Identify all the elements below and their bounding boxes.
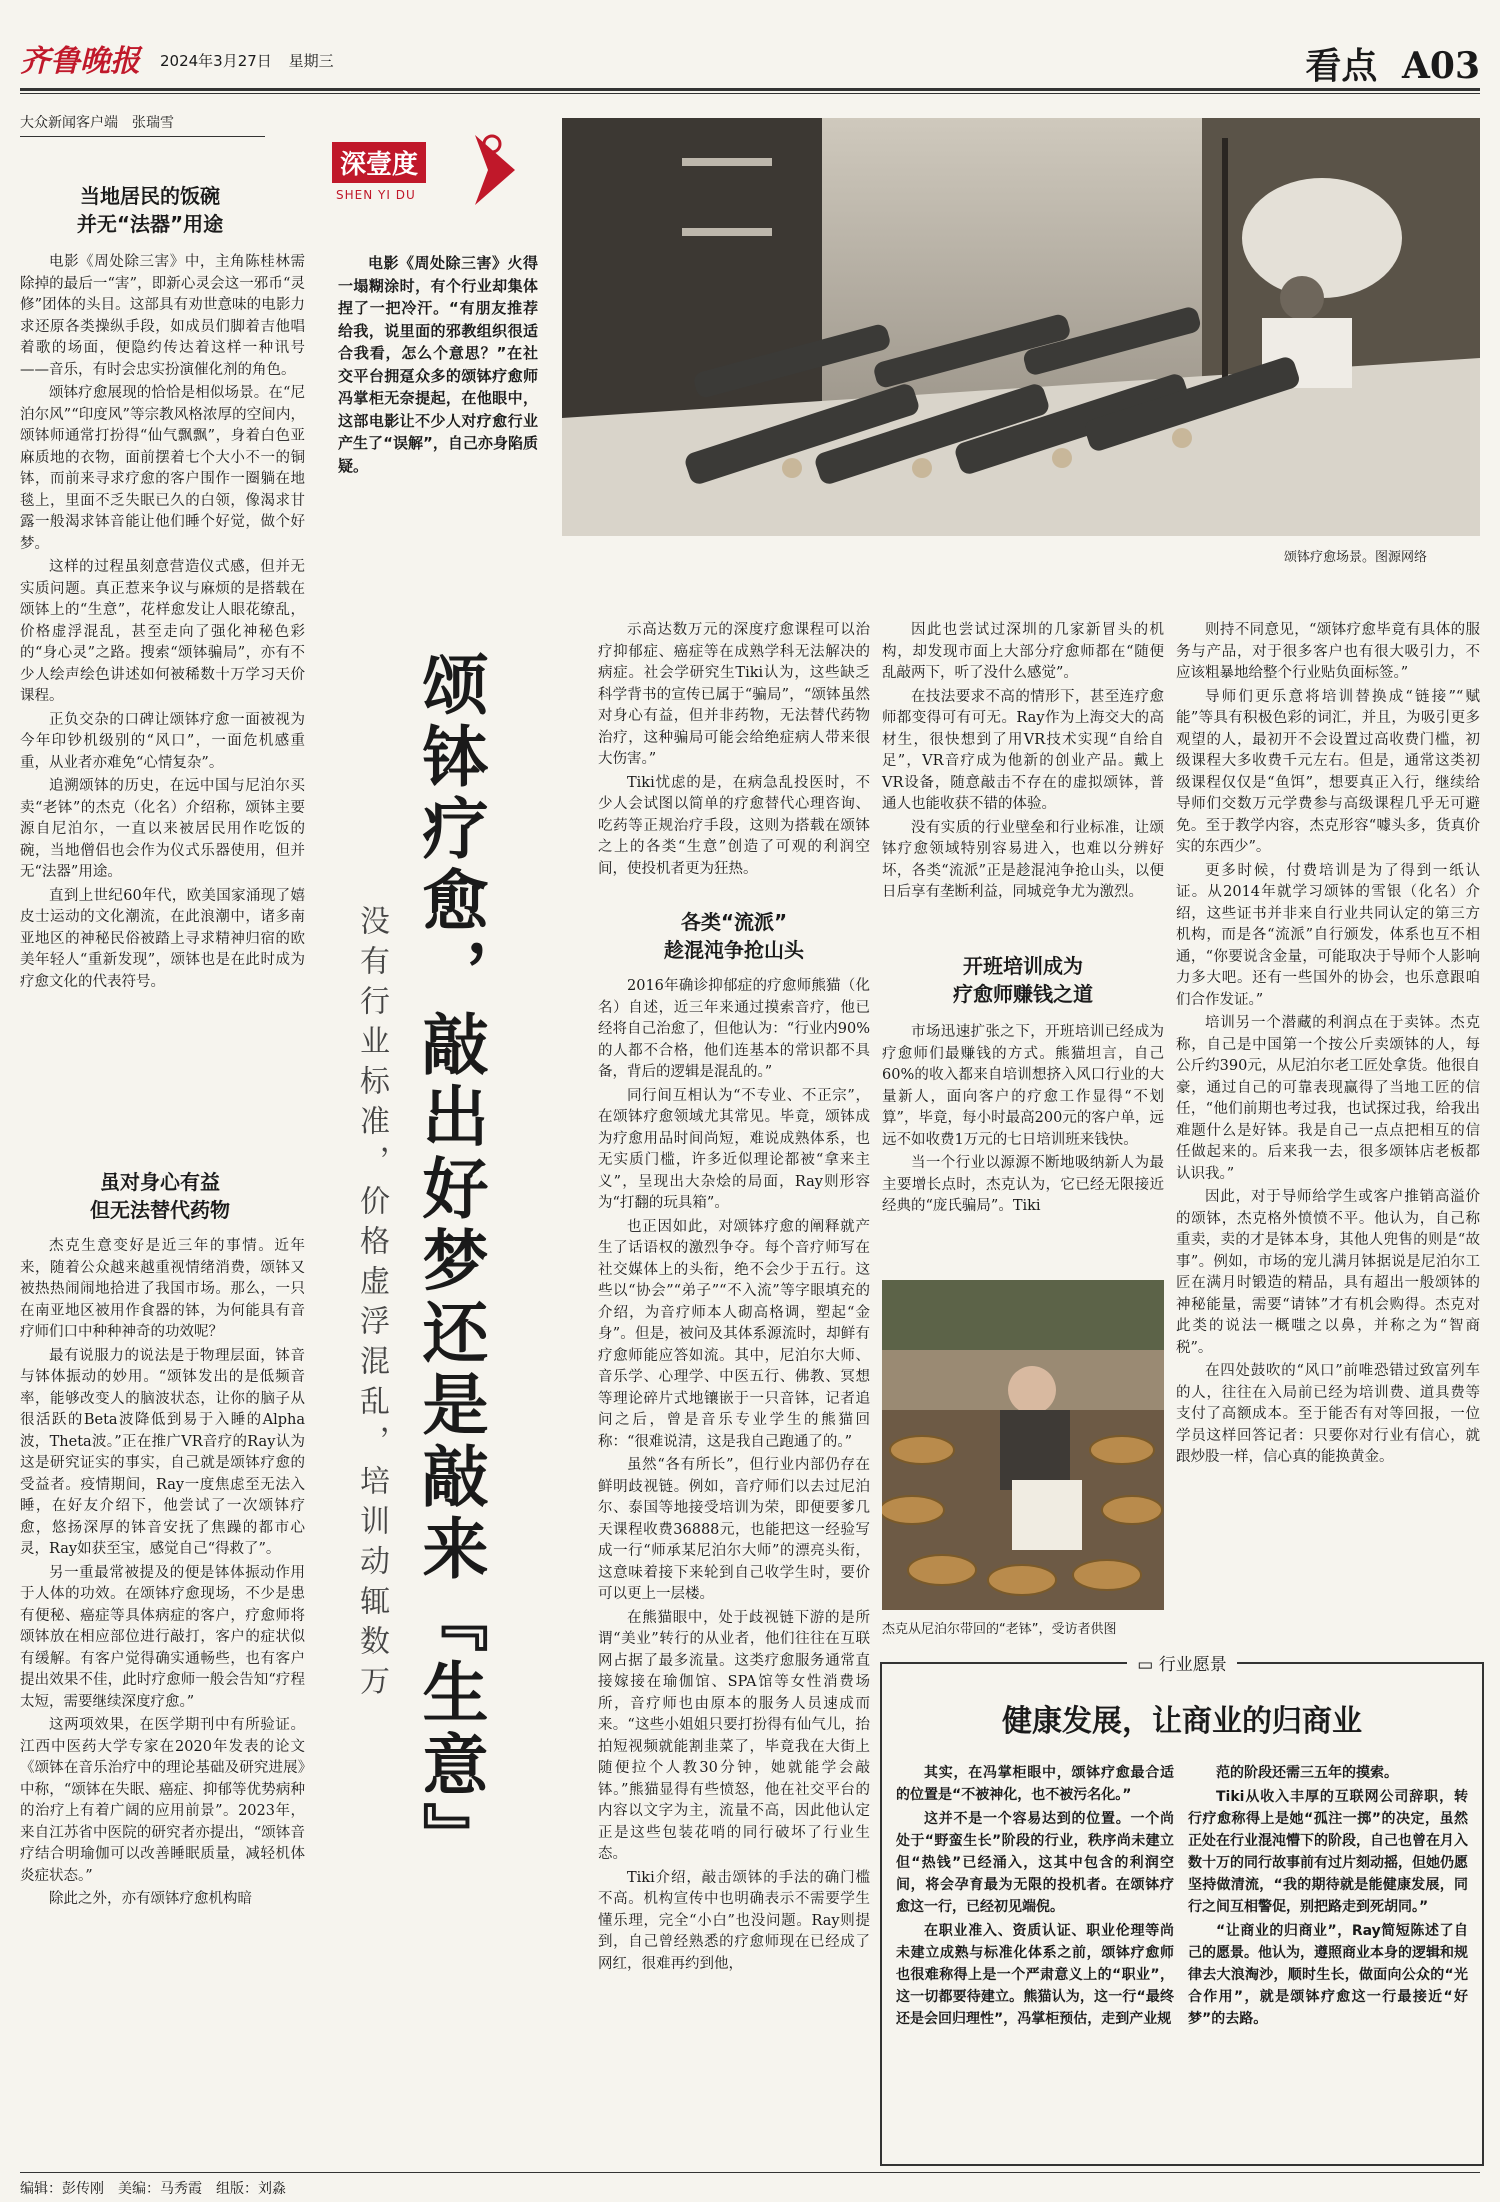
col1-heading-1 bbox=[60, 182, 240, 238]
outlook-box-icon: ▭ bbox=[1137, 1655, 1154, 1675]
paragraph: Tiki忧虑的是，在病急乱投医时，不少人会试图以简单的疗愈替代心理咨询、吃药等正规治疗手段，这则为搭载在颂钵之上的各类“生意”创造了可观的利润空间，使投机者更为狂热。 bbox=[598, 774, 870, 877]
editor-credits: 编辑：彭传刚 美编：马秀霞 组版：刘淼 bbox=[20, 2181, 286, 2197]
bowl-photo-caption: 杰克从尼泊尔带回的“老钵”，受访者供图 bbox=[882, 1622, 1117, 1637]
paragraph: 更多时候，付费培训是为了得到一纸认证。从2014年就学习颂钵的雪银（化名）介绍，这些证书并非来自行业共同认定的第三方机构，而是各“流派”自行颁发，体系也互不相通，“你要说含金量，可能取决于导师个人影响力多大吧。还有一些国外的协会，也乐意跟咱们合作发证。” bbox=[1176, 862, 1480, 1008]
outlook-title: 健康发展，让商业的归商业 bbox=[1002, 1704, 1362, 1739]
heading-line: 但无法替代药物 bbox=[90, 1198, 230, 1222]
paragraph: 虽然“各有所长”，但行业内部仍存在鲜明歧视链。例如，音疗师们以去过尼泊尔、泰国等地接受培训为荣，即便要爹几天课程收费36888元，也能把这一经验写成一行“师承某尼泊尔大师”的漂亮头衔，这意味着接下来轮到自己收学生时，要价可以更上一层楼。 bbox=[598, 1457, 870, 1602]
paragraph: 这并不是一个容易达到的位置。一个尚处于“野蛮生长”阶段的行业，秩序尚未建立但“热钱”已经涌入，这其中包含的利润空间，将会孕育最为无限的投机者。在颂钵疗愈这一行，已经初见端倪。 bbox=[896, 1811, 1174, 1915]
col4-body-1 bbox=[882, 620, 1164, 906]
paragraph: 培训另一个潜藏的利润点在于卖钵。杰克称，自己是中国第一个按公斤卖颂钵的人，每公斤约390元，从尼泊尔老工匠处拿货。他很自豪，通过自己的可靠表现赢得了当地工匠的信任，“他们前期也考过我，也试探过我，给我出难题什么是好钵。我是自己一点点把相互的信任做起来的。后来我一去，很多颂钵店老板都认识我。” bbox=[1176, 1015, 1480, 1182]
subheadline: 没有行业标准，价格虚浮混乱，培训动辄数万 bbox=[354, 905, 389, 1705]
paragraph: 示高达数万元的深度疗愈课程可以治疗抑郁症、癌症等在成熟学科无法解决的病症。社会学研究生Tiki认为，这些缺乏科学背书的宣传已属于“骗局”，“颂钵虽然对身心有益，但并非药物，无法替代药物治疗，这种骗局可能会给绝症病人带来很大伤害。” bbox=[598, 622, 870, 767]
heading-line: 虽对身心有益 bbox=[100, 1170, 220, 1194]
heading-line: 趁混沌争抢山头 bbox=[664, 938, 804, 962]
paragraph: 在职业准入、资质认证、职业伦理等尚未建立成熟与标准化体系之前，颂钵疗愈师也很难称得上是一个严肃意义上的“职业”，这一切都要待建立。熊猫认为，这一行“最终还是会回归理性”，冯掌柜预估，走到产业规 bbox=[896, 1923, 1174, 2027]
paragraph: 直到上世纪60年代，欧美国家涌现了嬉皮士运动的文化潮流，在此浪潮中，诸多南亚地区的神秘民俗被踏上寻求精神归宿的欧美年轻人“重新发现”，颂钵也是在此时成为疗愈文化的代表符号。 bbox=[20, 887, 305, 990]
paragraph: 追溯颂钵的历史，在远中国与尼泊尔买卖“老钵”的杰克（化名）介绍称，颂钵主要源自尼泊尔，一直以来被居民用作吃饭的碗，当地僧侣也会作为仪式乐器使用，但并无“法器”用途。 bbox=[20, 778, 305, 880]
paragraph: 最有说服力的说法是于物理层面，钵音与钵体振动的妙用。“颂钵发出的是低频音率，能够改变人的脑波状态，让你的脑子从很活跃的Beta波降低到易于入睡的Alpha波，Theta波。”正在推广VR音疗的Ray认为这是研究证实的事实，自己就是颂钵疗愈的受益者。疫情期间，Ray一度焦虑至无法入睡，在好友介绍下，他尝试了一次颂钵疗愈，悠扬深厚的钵音安抚了焦躁的都市心灵，Ray如获至宝，感觉自己“得救了”。 bbox=[20, 1347, 305, 1557]
lead-paragraph: 电影《周处除三害》火得一塌糊涂时，有个行业却集体捏了一把冷汗。“有朋友推荐给我，说里面的邪教组织很适合我看，怎么个意思？”在社交平台拥趸众多的颂钵疗愈师冯掌柜无奈提起，在他眼中，这部电影让不少人对疗愈行业产生了“误解”，自己亦身陷质疑。 bbox=[338, 254, 538, 475]
page-number: A03 bbox=[1401, 45, 1480, 87]
issue-date bbox=[160, 50, 334, 71]
main-photo bbox=[562, 118, 1480, 536]
paragraph: 则持不同意见，“颂钵疗愈毕竟有具体的服务与产品，对于很多客户也有很大吸引力，不应该粗暴地给整个行业贴负面标签。” bbox=[1176, 622, 1480, 681]
col4-heading bbox=[882, 952, 1164, 1008]
heading-line: 当地居民的饭碗 bbox=[80, 184, 220, 208]
paragraph: Tiki从收入丰厚的互联网公司辞职，转行疗愈称得上是她“孤注一掷”的决定，虽然正处在行业混沌懵下的阶段，自己也曾在月入数十万的同行故事前有过片刻动摇，但她仍愿坚持做清流，“我的期待就是能健康发展，同行之间互相警促，别把路走到死胡同。” bbox=[1188, 1789, 1468, 1915]
byline: 大众新闻客户端 张瑞雪 bbox=[20, 115, 174, 131]
page-label bbox=[1305, 38, 1480, 89]
paragraph: 范的阶段还需三五年的摸索。 bbox=[1216, 1765, 1398, 1781]
col5-body bbox=[1176, 620, 1480, 1471]
column-tag-cn: 深壹度 bbox=[332, 142, 426, 183]
paragraph: 在四处鼓吹的“风口”前唯恐错过致富列车的人，往往在入局前已经为培训费、道具费等支付了高额成本。至于能否有对等回报，一位学员这样回答记者：只要你对行业有信心，就跟炒股一样，信心真的能换黄金。 bbox=[1176, 1363, 1480, 1465]
heading-line: 并无“法器”用途 bbox=[76, 212, 224, 236]
col3-body-1 bbox=[598, 620, 870, 882]
paragraph: 这样的过程虽刻意营造仪式感，但并无实质问题。真正惹来争议与麻烦的是搭载在颂钵上的“生意”，花样愈发让人眼花缭乱，价格虚浮混乱，甚至走向了强化神秘色彩的“身心灵”之路。搜索“颂钵骗局”，亦有不少人绘声绘色讲述如何被稀数十万学习天价课程。 bbox=[20, 559, 305, 704]
paragraph: 颂钵疗愈展现的恰恰是相似场景。在“尼泊尔风”“印度风”等宗教风格浓厚的空间内，颂钵师通常打扮得“仙气飘飘”，身着白色亚麻质地的衣物，面前摆着七个大小不一的铜钵，而前来寻求疗愈的客户围作一圈躺在地毯上，里面不乏失眠已久的白领，像渴求甘露一般渴求钵音能让他们睡个好觉，做个好梦。 bbox=[20, 385, 305, 552]
paragraph: 在技法要求不高的情形下，甚至连疗愈师都变得可有可无。Ray作为上海交大的高材生，很快想到了用VR技术实现“自给自足”，VR音疗成为他新的创业产品。戴上VR设备，随意敲击不存在的虚拟颂钵，普通人也能收获不错的体验。 bbox=[882, 688, 1164, 812]
paragraph: Tiki介绍，敲击颂钵的手法的确门槛不高。机构宣传中也明确表示不需要学生懂乐理，完全“小白”也没问题。Ray则提到，自己曾经熟悉的疗愈师现在已经成了网红，很难再约到他， bbox=[598, 1869, 870, 1972]
paragraph: 除此之外，亦有颂钵疗愈机构暗 bbox=[49, 1891, 252, 1907]
outlook-right bbox=[1188, 1762, 1468, 2032]
col1-heading-2 bbox=[60, 1168, 260, 1224]
outlook-tag-text: 行业愿景 bbox=[1158, 1655, 1227, 1675]
newspaper-logo: 齐鲁晚报 bbox=[20, 44, 140, 79]
col1-body-1 bbox=[20, 252, 305, 995]
col4-body-2 bbox=[882, 1022, 1164, 1220]
paragraph: 导师们更乐意将培训替换成“链接”“赋能”等具有积极色彩的词汇，并且，为吸引更多观望的人，最初开不会设置过高收费门槛，初级课程大多收费千元左右。但是，通常这类初级课程仅仅是“鱼饵”，想要真正入行，继续给导师们交数万元学费参与高级课程几乎无可避免。至于教学内容，杰克形容“噱头多，货真价实的东西少”。 bbox=[1176, 688, 1480, 855]
col1-body-2 bbox=[20, 1236, 305, 1913]
heading-line: 疗愈师赚钱之道 bbox=[953, 982, 1093, 1006]
paragraph: 电影《周处除三害》中，主角陈桂林需除掉的最后一“害”，即新心灵会这一邪币“灵修”团体的头目。这部具有劝世意味的电影力求还原各类操纵手段，如成员们脚着吉他唱着歌的场面，便隐约传达着这样一种讯号——音乐，有时会忠实扮演催化剂的角色。 bbox=[20, 254, 305, 378]
col3-body-2 bbox=[598, 976, 870, 1977]
heading-line: 各类“流派” bbox=[680, 910, 788, 934]
paragraph: 另一重最常被提及的便是钵体振动作用于人体的功效。在颂钵疗愈现场，不少是患有便秘、癌症等具体病症的客户，疗愈师将颂钵放在相应部位进行敲打，客户的症状似有缓解。有客户觉得确实通畅些，也有客户提出效果不佳，此时疗愈师一般会告知“疗程太短，需要继续深度疗愈。” bbox=[20, 1564, 305, 1710]
column-tag bbox=[332, 122, 532, 222]
weekday-text: 星期三 bbox=[288, 52, 334, 70]
bowl-photo bbox=[882, 1280, 1164, 1610]
col3-heading bbox=[598, 908, 870, 964]
column-arrow-icon bbox=[470, 130, 520, 210]
paragraph: 2016年确诊抑郁症的疗愈师熊猫（化名）自述，近三年来通过摸索音疗，他已经将自己治愈了，但他认为：“行业内90%的人都不合格，他们连基本的常识都不具备，背后的逻辑是混乱的。” bbox=[598, 978, 870, 1080]
paragraph: 市场迅速扩张之下，开班培训已经成为疗愈师们最赚钱的方式。熊猫坦言，自己60%的收入都来自培训想挤入风口行业的大量新人，面向客户的疗愈工作显得“不划算”，毕竟，每小时最高200元的客户单，远远不如收费1万元的七日培训班来钱快。 bbox=[882, 1024, 1164, 1148]
paragraph: 正负交杂的口碑让颂钵疗愈一面被视为今年印钞机级别的“风口”，一面危机感重重，从业者亦难免“心情复杂”。 bbox=[20, 711, 305, 771]
paragraph: 因此，对于导师给学生或客户推销高溢价的颂钵，杰克格外愤愤不平。他认为，自己称重卖，卖的才是钵本身，其他人兜售的则是“故事”。例如，市场的宠儿满月钵据说是尼泊尔工匠在满月时锻造的精品，具有超出一般颂钵的神秘能量，需要“请钵”才有机会购得。杰克对此类的说法一概嗤之以鼻，并称之为“智商税”。 bbox=[1176, 1189, 1480, 1356]
outlook-left bbox=[896, 1762, 1174, 2032]
paragraph: 杰克生意变好是近三年的事情。近年来，随着公众越来越重视情绪消费，颂钵又被热热闹闹地拾进了我国市场。那么，一只在南亚地区被用作食器的钵，为何能具有音疗师们口中种种神奇的功效呢？ bbox=[20, 1238, 305, 1340]
headline: 颂钵疗愈，敲出好梦还是敲来『生意』 bbox=[411, 650, 488, 1874]
paragraph: “让商业的归商业”，Ray简短陈述了自己的愿景。他认为，遵照商业本身的逻辑和规律去大浪淘沙，顺时生长，做面向公众的“光合作用”，就是颂钵疗愈这一行最接近“好梦”的去路。 bbox=[1188, 1923, 1468, 2027]
paragraph: 同行间互相认为“不专业、不正宗”，在颂钵疗愈领域尤其常见。毕竟，颂钵成为疗愈用品时间尚短，难说成熟体系，也无实质门槛，许多近似理论都被“拿来主义”，呈现出大杂烩的局面，Ray则形容为“打翻的玩具箱”。 bbox=[598, 1087, 870, 1211]
paragraph: 在熊猫眼中，处于歧视链下游的是所谓“美业”转行的从业者，他们往往在互联网占据了最多流量。这类疗愈服务通常直接嫁接在瑜伽馆、SPA馆等女性消费场所，音疗师也由原本的服务人员速成而来。“这些小姐姐只要打扮得有仙气儿，抬拍短视频就能割韭菜了，毕竟我在大街上随便拉个人教30分钟，她就能学会敲钵。”熊猫显得有些愤怒，他在社交平台的内容以文字为主，流量不高，因此他认定正是这些包装花哨的同行破坏了行业生态。 bbox=[598, 1609, 870, 1862]
heading-line: 开班培训成为 bbox=[963, 954, 1083, 978]
column-tag-en: SHEN YI DU bbox=[336, 188, 416, 202]
date-text: 2024年3月27日 bbox=[160, 52, 272, 70]
main-photo-caption: 颂钵疗愈场景。图源网络 bbox=[1284, 550, 1428, 565]
section-name: 看点 bbox=[1305, 45, 1378, 87]
paragraph: 这两项效果，在医学期刊中有所验证。江西中医药大学专家在2020年发表的论文《颂钵在音乐治疗中的理论基础及研究进展》中称，“颂钵在失眠、癌症、抑郁等优势病种的治疗上有着广阔的应用前景”。2023年，来自江苏省中医院的研究者亦提出，“颂钵音疗结合明瑜伽可以改善睡眠质量，减轻机体炎症状态。” bbox=[20, 1717, 305, 1884]
paragraph: 当一个行业以源源不断地吸纳新人为最主要增长点时，杰克认为，它已经无限接近经典的“庞氏骗局”。Tiki bbox=[882, 1155, 1164, 1214]
paragraph: 也正因如此，对颂钵疗愈的阐释就产生了话语权的激烈争夺。每个音疗师写在社交媒体上的头衔，绝不会少于五行。这些以“协会”“弟子”“不入流”等字眼填充的介绍，为音疗师本人砌高格调，塑起“金身”。但是，被问及其体系源流时，却鲜有疗愈师能应答如流。其中，尼泊尔大师、音乐学、心理学、中医五行、佛教、冥想等理论碎片式地镶嵌于一只音钵，记者追问之后，曾是音乐专业学生的熊猫回称：“很难说清，这是我自己跑通了的。” bbox=[598, 1218, 870, 1450]
outlook-tag bbox=[882, 1650, 1482, 1675]
paragraph: 其实，在冯掌柜眼中，颂钵疗愈最合适的位置是“不被神化，也不被污名化。” bbox=[896, 1765, 1174, 1803]
paragraph: 没有实质的行业壁垒和行业标准，让颂钵疗愈领域特别容易进入，也难以分辨好坏，各类“流派”正是趁混沌争抢山头，以便日后享有垄断利益，同城竞争尤为激烈。 bbox=[882, 819, 1164, 900]
paragraph: 因此也尝试过深圳的几家新冒头的机构，却发现市面上大部分疗愈师都在“随便乱敲两下，听了没什么感觉”。 bbox=[882, 622, 1164, 681]
outlook-box bbox=[880, 1655, 1484, 2166]
